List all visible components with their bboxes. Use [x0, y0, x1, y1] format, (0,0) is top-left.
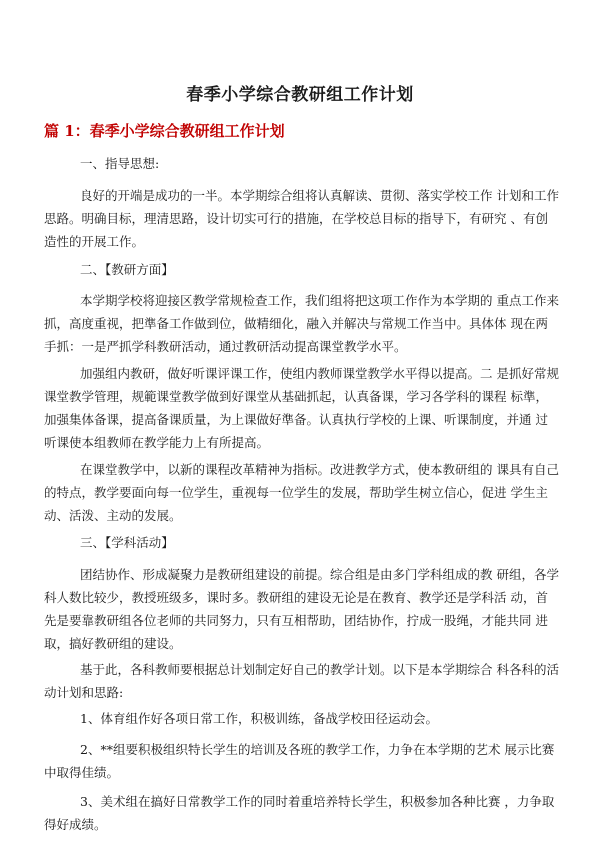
section-heading: 篇 1：春季小学综合教研组工作计划 — [44, 122, 285, 140]
paragraph-lesson-observation: 加强组内教研，做好听课评课工作，使组内教师课堂教学水平得以提高。二 是抓好常规课堂教学管理，规範课堂教学做到好课堂从基础抓起，认真备课，学习各学科的课程 标準，加强集体备课，提高备课质量，为上课做好準备。认真执行学校的上课、听课制度，并通 过听课使本组教师在教学能力上有所提高。 — [44, 366, 559, 450]
heading-teaching-research: 二、【教研方面】 — [80, 262, 174, 277]
paragraph-teaching-research: 本学期学校将迎接区教学常规检查工作，我们组将把这项工作作为本学期的 重点工作来抓，高度重视，把準备工作做到位，做精细化，融入并解决与常规工作当中。具体体 现在两手抓：一是严抓学科教研活动，通过教研活动提高课堂教学水平。 — [44, 293, 559, 354]
paragraph-guiding-ideology: 良好的开端是成功的一半。本学期综合组将认真解读、贯彻、落实学校工作 计划和工作思路。明确目标，理清思路，设计切实可行的措施，在学校总目标的指导下，有研究 、有创造性的开展工作。 — [44, 188, 559, 249]
paragraph-subject-plans: 基于此，各科教师要根据总计划制定好自己的教学计划。以下是本学期综合 科各科的活动计划和思路: — [44, 662, 559, 700]
paragraph-classroom-teaching: 在课堂教学中，以新的课程改革精神为指标。改进教学方式，使本教研组的 课具有自己的特点，教学要面向每一位学生，重视每一位学生的发展，帮助学生树立信心，促进 学生主动、活泼、主动的发展。 — [44, 462, 559, 523]
list-item-pe: 1、体育组作好各项日常工作，积极训练，备战学校田径运动会。 — [80, 711, 438, 726]
document-title: 春季小学综合教研组工作计划 — [186, 85, 414, 105]
heading-subject-activities: 三、【学科活动】 — [80, 535, 174, 550]
paragraph-teamwork: 团结协作、形成凝聚力是教研组建设的前提。综合组是由多门学科组成的教 研组，各学科人数比较少，教授班级多，课时多。教研组的建设无论是在教育、教学还是学科活 动，首先是要靠教研组各位老师的共同努力，只有互相帮助，团结协作，拧成一股绳，才能共同 进取，搞好教研组的建设。 — [44, 567, 559, 651]
list-item-arts: 2、**组要积极组织特长学生的培训及各班的教学工作，力争在本学期的艺术 展示比赛中取得佳绩。 — [44, 742, 555, 780]
heading-guiding-ideology: 一、指导思想: — [80, 156, 160, 171]
list-item-fine-arts: 3、美术组在搞好日常教学工作的同时着重培养特长学生，积极参加各种比赛 ，力争取得好成绩。 — [44, 794, 555, 832]
